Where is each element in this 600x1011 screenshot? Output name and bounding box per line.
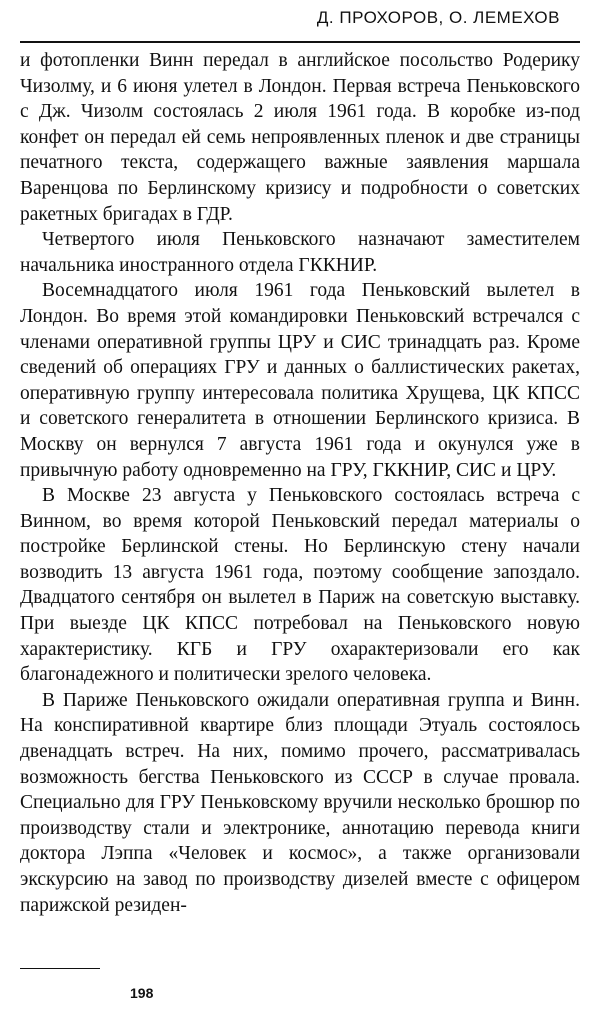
- paragraph-continuation: и фотопленки Винн передал в английское посольство Родерику Чизолму, и 6 июня улетел в Лондон. Первая встреча Пеньковского с Дж. Чизолм состоялась 2 июля 1961 года. В коробке из-под конфет он передал ей семь непроявленных пленок и две страницы печатного текста, содержащего важные заявления маршала Варенцова по Берлинскому кризису и подробности о советских ракетных бригадах в ГДР.: [20, 50, 580, 225]
- footer-rule: [20, 968, 100, 969]
- paragraph: Четвертого июля Пеньковского назначают заместителем начальника иностранного отдела ГККНИР.: [20, 229, 580, 276]
- running-head: Д. ПРОХОРОВ, О. ЛЕМЕХОВ: [316, 8, 560, 27]
- header-rule: [20, 41, 580, 43]
- paragraph: Восемнадцатого июля 1961 года Пеньковский вылетел в Лондон. Во время этой командировки Пеньковский встречался с членами оперативной группы ЦРУ и СИС тринадцать раз. Кроме сведений об операциях ГРУ и данных о баллистических ракетах, оперативную группу интересовала политика Хрущева, ЦК КПСС и советского генералитета в отношении Берлинского кризиса. В Москву он вернулся 7 августа 1961 года и окунулся уже в привычную работу одновременно на ГРУ, ГККНИР, СИС и ЦРУ.: [20, 280, 580, 481]
- page-number: 198: [130, 985, 154, 1001]
- paragraph: В Париже Пеньковского ожидали оперативная группа и Винн. На конспиративной квартире близ площади Этуаль состоялось двенадцать встреч. На них, помимо прочего, рассматривалась возможность бегства Пеньковского из СССР в случае провала. Специально для ГРУ Пеньковскому вручили несколько брошюр по производству стали и электронике, аннотацию перевода книги доктора Лэппа «Человек и космос», а также организовали экскурсию на завод по производству дизелей вместе с офицером парижской резиден-: [20, 689, 580, 916]
- body-text: [20, 48, 580, 918]
- paragraph: В Москве 23 августа у Пеньковского состоялась встреча с Винном, во время которой Пеньковский передал материалы о постройке Берлинской стены. Но Берлинскую стену начали возводить 13 августа 1961 года, поэтому сообщение запоздало. Двадцатого сентября он вылетел в Париж на советскую выставку. При выезде ЦК КПСС потребовал на Пеньковского новую характеристику. КГБ и ГРУ охарактеризовали его как благонадежного и политически зрелого человека.: [20, 485, 580, 686]
